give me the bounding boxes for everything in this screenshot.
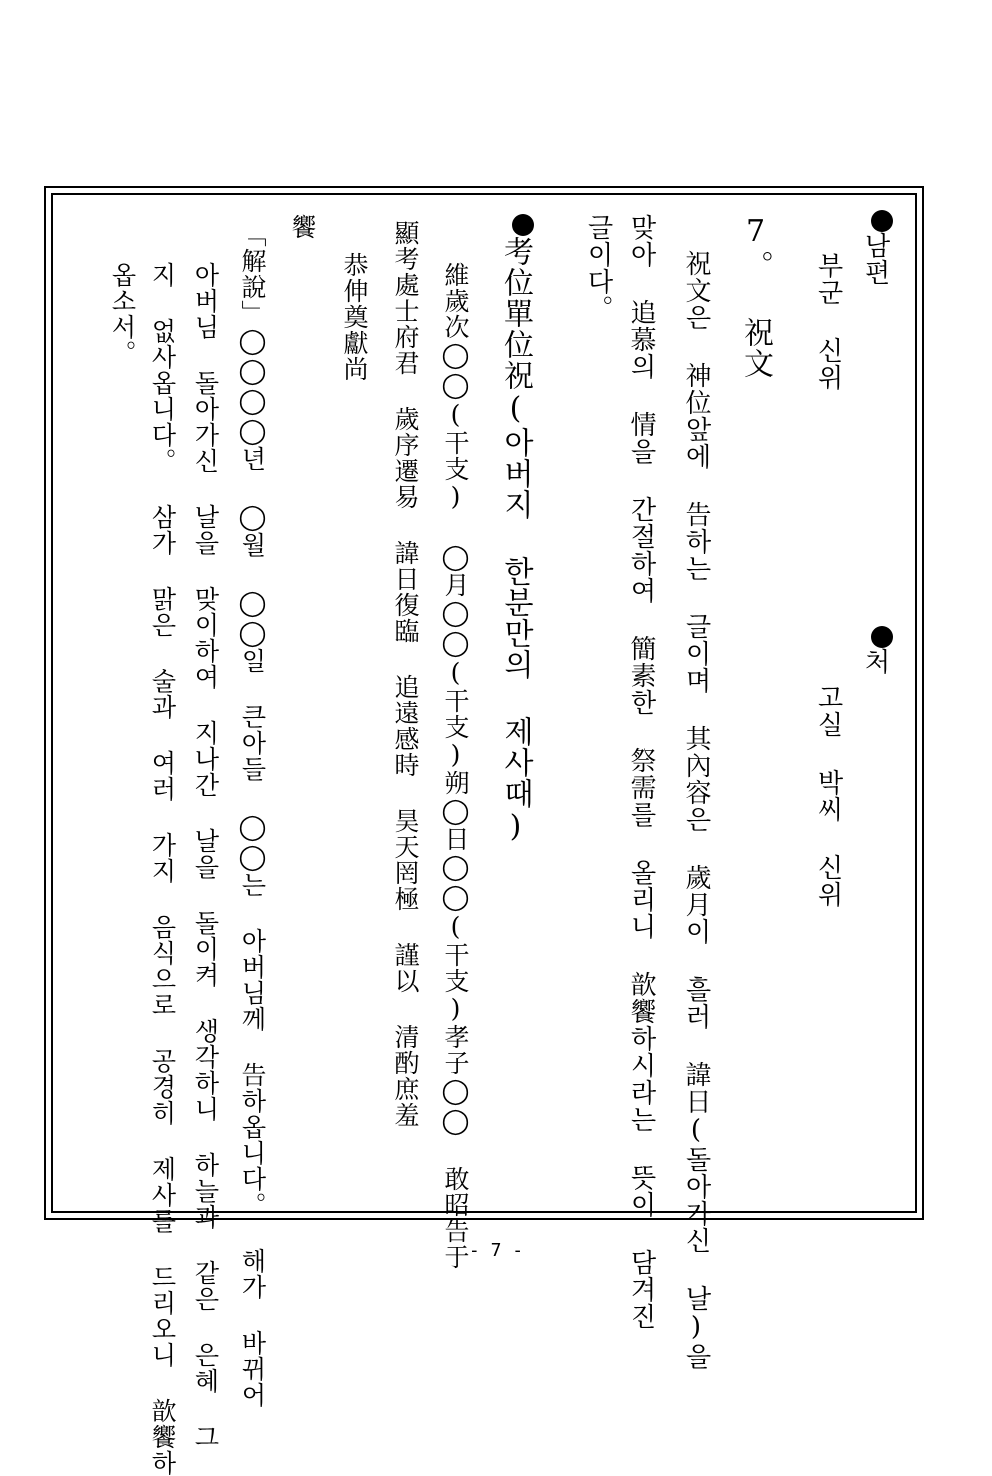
subtitle-column — [500, 214, 534, 845]
wife-tablet-text: 고실 박씨 신위 — [813, 684, 843, 908]
body-text-line-1: 祝文은 神位앞에 告하는 글이며 其內容은 歲月이 흘러 諱日(돌아가신 날)을 — [681, 250, 711, 1370]
body-text-line-3: 글이다。 — [583, 214, 613, 322]
husband-column — [862, 210, 893, 286]
bullet-icon — [871, 626, 893, 648]
explanation-line-1: 「解說」◯◯◯◯년 ◯월 ◯◯일 큰아들 ◯◯는 아버님께 告하옵니다。 해가 바뀌어 — [238, 222, 267, 1408]
bullet-icon — [512, 214, 534, 236]
husband-heading: 남편 — [860, 232, 890, 286]
explanation-line-2: 아버님 돌아가신 날을 맞이하여 지나간 날을 돌이켜 생각하니 하늘과 같은 은혜 그 — [191, 262, 220, 1450]
husband-tablet-text: 부군 신위 — [813, 252, 843, 391]
explanation-line-4: 옵소서。 — [108, 262, 137, 366]
body-text-line-2: 맞아 追慕의 情을 간절하여 簡素한 祭需를 올리니 歆饗하시라는 뜻이 담겨진 — [626, 214, 656, 1330]
prayer-line-1: 維歲次◯◯(干支) ◯月◯◯(干支)朔◯日◯◯(干支)孝子◯◯ 敢昭告于 — [441, 262, 470, 1270]
wife-column — [862, 626, 893, 675]
page-number: - 7 - — [468, 1240, 524, 1261]
prayer-line-4: 饗 — [288, 214, 317, 240]
page-frame-inner — [51, 193, 917, 1213]
wife-heading: 처 — [860, 648, 890, 675]
prayer-line-3: 恭伸奠獻尚 — [340, 252, 369, 382]
bullet-icon — [871, 210, 893, 232]
subtitle: 考位單位祝(아버지 한분만의 제사때) — [498, 236, 533, 845]
prayer-line-2: 顯考處士府君 歲序遷易 諱日復臨 追遠感時 昊天罔極 謹以 清酌庶羞 — [391, 220, 420, 1128]
section-title: 7。 祝文 — [738, 214, 773, 379]
explanation-line-3: 지 없사옵니다。 삼가 맑은 술과 여러 가지 음식으로 공경히 제사를 드리오니 歆饗하 — [148, 262, 177, 1476]
